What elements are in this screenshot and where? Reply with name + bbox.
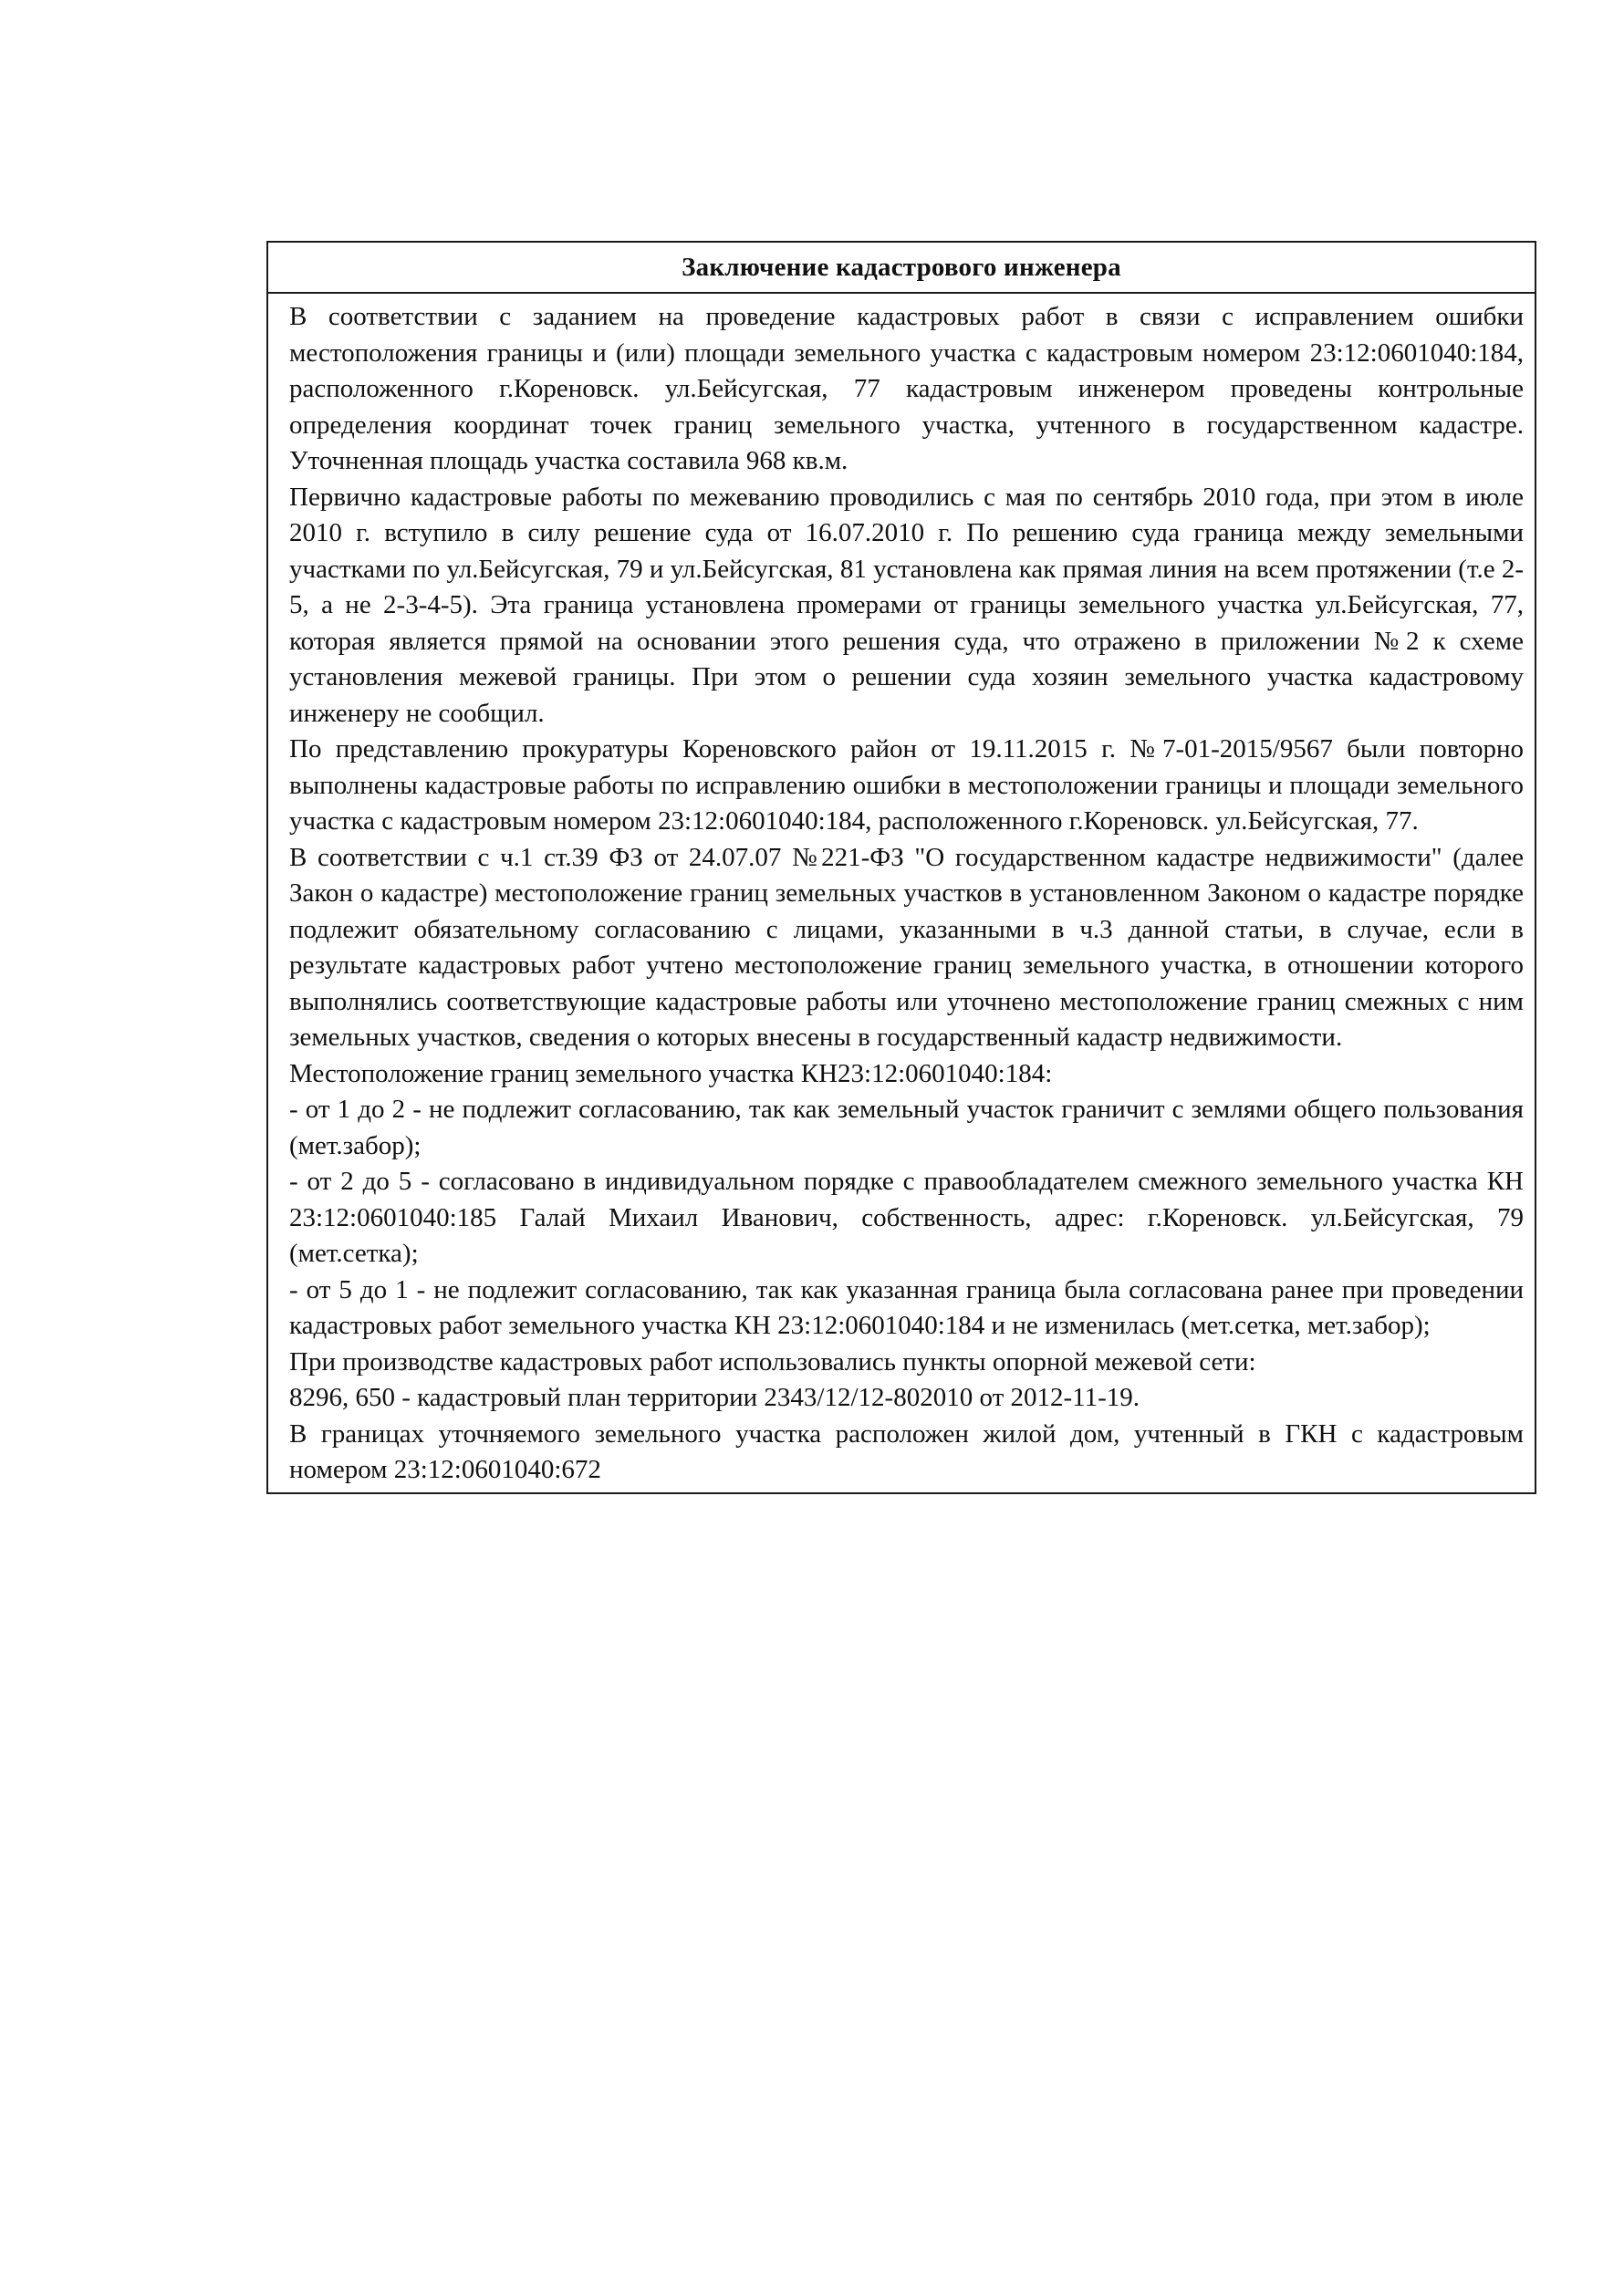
table-body xyxy=(268,294,1535,1492)
paragraph-boundaries-heading: Местоположение границ земельного участка КН23:12:0601040:184: xyxy=(289,1058,1053,1088)
document-title: Заключение кадастрового инженера xyxy=(682,252,1121,282)
paragraph-prosecutor: По представлению прокуратуры Кореновского район от 19.11.2015 г. №7-01-2015/9567 были повторно выполнены кадастровые работы по исправлению ошибки в местоположении границы и площади земельного участка с кадастровым номером 23:12:0601040:184, расположенного г.Кореновск. ул.Бейсугская, 77. xyxy=(289,734,1524,836)
conclusion-table xyxy=(266,241,1536,1494)
paragraph-task: В соответствии с заданием на проведение кадастровых работ в связи с исправлением ошибки местоположения границы и (или) площади земельного участка с кадастровым номером 23:12:0601040:184, расположенного г.Кореновск. ул.Бейсугская, 77 кадастровым инженером проведены контрольные определения координат точек границ земельного участка, учтенного в государственном кадастре. Уточненная площадь участка составила 968 кв.м. xyxy=(289,302,1524,475)
boundary-item-2-5: - от 2 до 5 - согласовано в индивидуальном порядке с правообладателем смежного земельного участка КН 23:12:0601040:185 Галай Михаил Иванович, собственность, адрес: г.Кореновск. ул.Бейсугская, 79 (мет.сетка); xyxy=(289,1167,1524,1268)
boundary-item-5-1: - от 5 до 1 - не подлежит согласованию, так как указанная граница была согласована ранее при проведении кадастровых работ земельного участка КН 23:12:0601040:184 и не изменилась (мет.сетка, мет.забор); xyxy=(289,1274,1524,1340)
paragraph-house: В границах уточняемого земельного участка расположен жилой дом, учтенный в ГКН с кадастровым номером 23:12:0601040:672 xyxy=(289,1418,1524,1484)
table-header xyxy=(268,243,1535,294)
boundary-item-1-2: - от 1 до 2 - не подлежит согласованию, так как земельный участок граничит с землями общего пользования (мет.забор); xyxy=(289,1095,1524,1160)
paragraph-survey-network: При производстве кадастровых работ использовались пункты опорной межевой сети: xyxy=(289,1346,1256,1377)
paragraph-law: В соответствии с ч.1 ст.39 ФЗ от 24.07.07 №221-ФЗ "О государственном кадастре недвижимости" (далее Закон о кадастре) местоположение границ земельных участков в установленном Законом о кадастре порядке подлежит обязательному согласованию с лицами, указанными в ч.3 данной статьи, в случае, если в результате кадастровых работ учтено местоположение границ земельного участка, в отношении которого выполнялись соответствующие кадастровые работы или уточнено местоположение границ смежных с ним земельных участков, сведения о которых внесены в государственный кадастр недвижимости. xyxy=(289,842,1524,1052)
paragraph-history: Первично кадастровые работы по межеванию проводились с мая по сентябрь 2010 года, при этом в июле 2010 г. вступило в силу решение суда от 16.07.2010 г. По решению суда граница между земельными участками по ул.Бейсугская, 79 и ул.Бейсугская, 81 установлена как прямая линия на всем протяжении (т.е 2-5, а не 2-3-4-5). Эта граница установлена промерами от границы земельного участка ул.Бейсугская, 77, которая является прямой на основании этого решения суда, что отражено в приложении №2 к схеме установления межевой границы. При этом о решении суда хозяин земельного участка кадастровому инженеру не сообщил. xyxy=(289,482,1524,728)
paragraph-survey-points: 8296, 650 - кадастровый план территории 2343/12/12-802010 от 2012-11-19. xyxy=(289,1383,1140,1412)
